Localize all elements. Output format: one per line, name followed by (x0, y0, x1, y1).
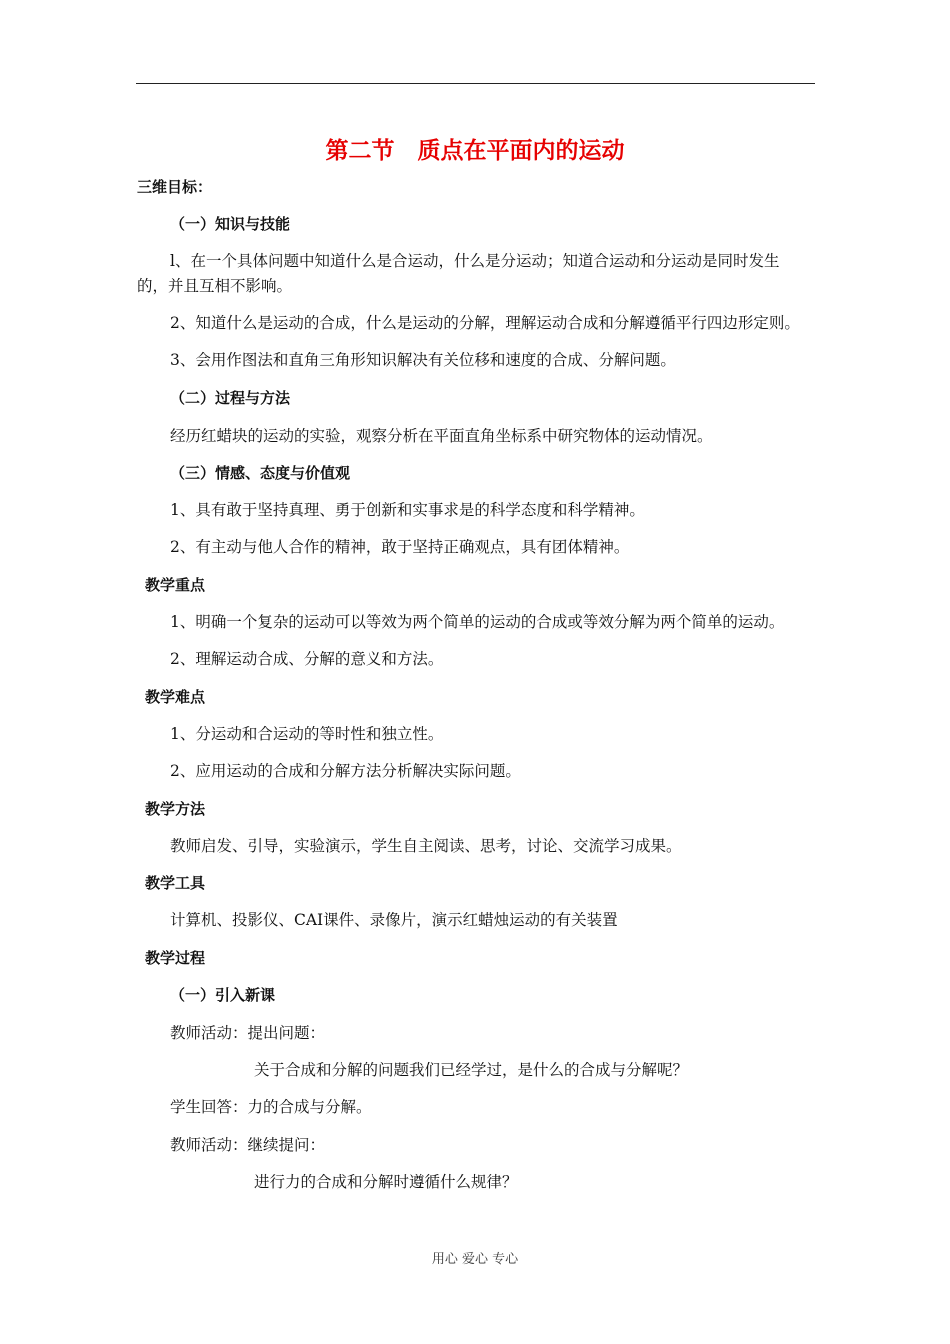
methods-heading: 教学方法 (145, 800, 206, 818)
key-point-2: 2、理解运动合成、分解的意义和方法。 (170, 650, 444, 668)
header-rule (136, 83, 815, 84)
page-title: 第二节 质点在平面内的运动 (325, 138, 625, 164)
knowledge-item-3: 3、会用作图法和直角三角形知识解决有关位移和速度的合成、分解问题。 (170, 351, 676, 369)
teacher-question-2: 进行力的合成和分解时遵循什么规律？ (254, 1173, 518, 1191)
difficulty-1: 1、分运动和合运动的等时性和独立性。 (170, 725, 444, 743)
process-heading: （二）过程与方法 (170, 389, 291, 407)
goals-heading: 三维目标： (137, 178, 213, 196)
procedure-heading: 教学过程 (145, 949, 206, 967)
emotion-heading: （三）情感、态度与价值观 (170, 464, 351, 482)
emotion-item-1: 1、具有敢于坚持真理、勇于创新和实事求是的科学态度和科学精神。 (170, 501, 645, 519)
page-footer: 用心 爱心 专心 (431, 1252, 519, 1267)
difficulty-2: 2、应用运动的合成和分解方法分析解决实际问题。 (170, 762, 521, 780)
knowledge-item-2: 2、知道什么是运动的合成，什么是运动的分解，理解运动合成和分解遵循平行四边形定则。 (170, 314, 800, 332)
teacher-question-1: 关于合成和分解的问题我们已经学过，是什么的合成与分解呢？ (254, 1061, 689, 1079)
difficulties-heading: 教学难点 (145, 688, 206, 706)
tools-heading: 教学工具 (145, 874, 206, 892)
intro-heading: （一）引入新课 (170, 986, 276, 1004)
knowledge-item-1: l、在一个具体问题中知道什么是合运动，什么是分运动；知道合运动和分运动是同时发生 (170, 252, 780, 270)
process-text: 经历红蜡块的运动的实验，观察分析在平面直角坐标系中研究物体的运动情况。 (170, 427, 713, 445)
student-answer-1: 学生回答：力的合成与分解。 (170, 1098, 372, 1116)
key-points-heading: 教学重点 (145, 576, 206, 594)
teacher-activity-1: 教师活动：提出问题： (170, 1024, 326, 1042)
teacher-activity-2: 教师活动：继续提问： (170, 1136, 326, 1154)
knowledge-item-1-cont: 的，并且互相不影响。 (137, 277, 293, 295)
key-point-1: 1、明确一个复杂的运动可以等效为两个简单的运动的合成或等效分解为两个简单的运动。 (170, 613, 785, 631)
emotion-item-2: 2、有主动与他人合作的精神，敢于坚持正确观点，具有团体精神。 (170, 538, 630, 556)
knowledge-heading: （一）知识与技能 (170, 215, 291, 233)
tools-text: 计算机、投影仪、CAI课件、录像片，演示红蜡烛运动的有关装置 (170, 911, 618, 929)
methods-text: 教师启发、引导，实验演示，学生自主阅读、思考，讨论、交流学习成果。 (170, 837, 682, 855)
